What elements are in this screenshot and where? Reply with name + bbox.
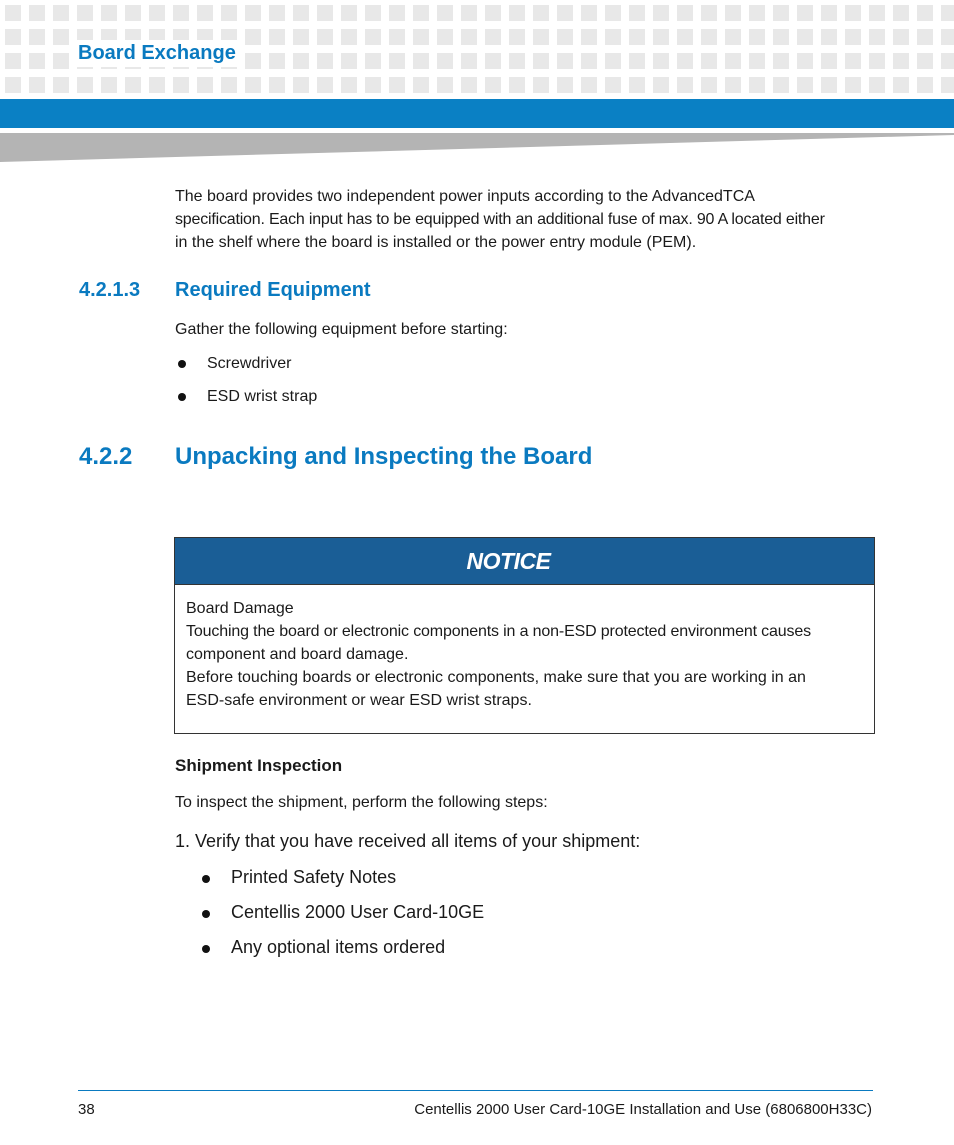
required-equipment-lead: Gather the following equipment before starting: [175,321,508,338]
bullet-icon [202,875,210,883]
shipment-inspection-heading: Shipment Inspection [175,756,343,775]
page-number: 38 [78,1101,95,1118]
list-item: Any optional items ordered [231,937,446,957]
shipment-step-1: 1. Verify that you have received all items of your shipment: [175,831,641,851]
notice-line: Board Damage [186,600,294,617]
footer-rule [78,1090,873,1091]
intro-paragraph [175,185,825,254]
intro-line: specification. Each input has to be equipped with an additional fuse of max. 90 A located either [175,211,825,228]
notice-box [174,537,875,734]
notice-line: component and board damage. [186,646,409,663]
list-item: Printed Safety Notes [231,867,397,887]
shipment-lead: To inspect the shipment, perform the following steps: [175,794,548,811]
bullet-icon [202,945,210,953]
intro-line: in the shelf where the board is installed or the power entry module (PEM). [175,234,697,251]
list-item: Screwdriver [207,355,292,372]
section-title-unpacking: Unpacking and Inspecting the Board [175,443,593,470]
list-item: Centellis 2000 User Card-10GE [231,902,485,922]
running-header-title: Board Exchange [74,40,240,67]
notice-label: NOTICE [466,547,551,574]
notice-line: ESD-safe environment or wear ESD wrist straps. [186,692,532,709]
notice-line: Touching the board or electronic components in a non-ESD protected environment causes [186,623,811,640]
section-number-422: 4.2.2 [79,443,133,470]
section-number-4213: 4.2.1.3 [79,279,141,301]
bullet-icon [178,393,186,401]
bullet-icon [178,360,186,368]
notice-body [175,585,874,712]
notice-line: Before touching boards or electronic components, make sure that you are working in an [186,669,806,686]
section-title-required-equipment: Required Equipment [175,279,371,301]
header-blue-band [0,99,954,128]
footer-doc-title: Centellis 2000 User Card-10GE Installation and Use (6806800H33C) [414,1101,872,1118]
bullet-icon [202,910,210,918]
intro-line: The board provides two independent power inputs according to the AdvancedTCA [175,188,755,205]
list-item: ESD wrist strap [207,388,318,405]
header-grey-wedge [0,131,954,163]
notice-header [175,538,874,585]
